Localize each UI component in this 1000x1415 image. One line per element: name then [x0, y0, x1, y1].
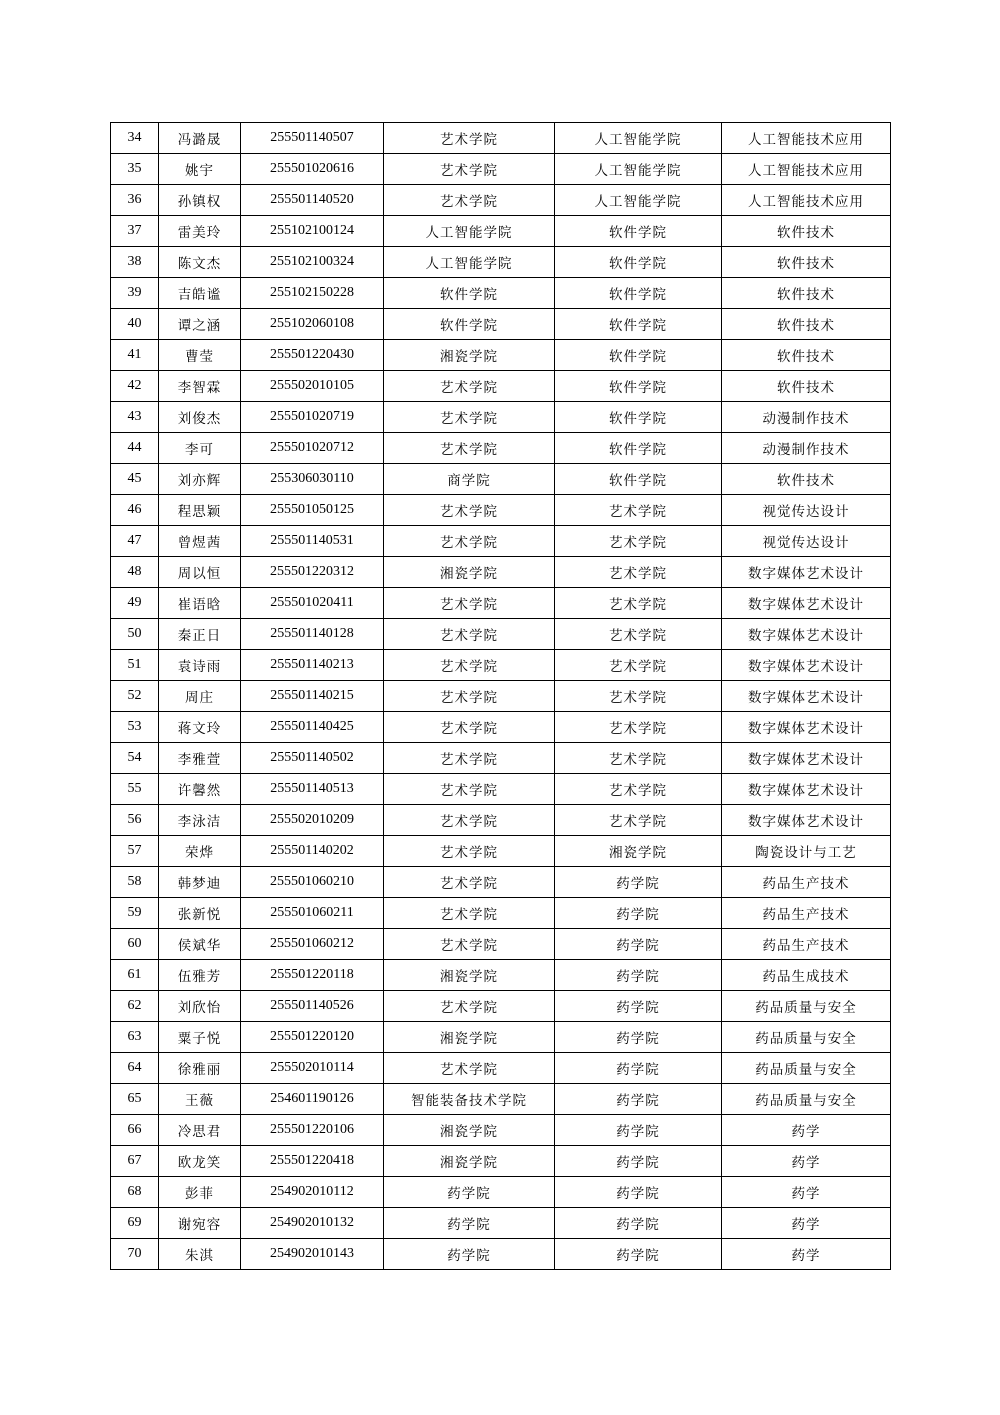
student-name-cell: 曹莹 — [159, 340, 241, 371]
original-college-cell: 艺术学院 — [384, 929, 555, 960]
table-row — [111, 1115, 891, 1146]
row-number-cell: 63 — [111, 1022, 159, 1053]
row-number-cell: 69 — [111, 1208, 159, 1239]
row-number-cell: 53 — [111, 712, 159, 743]
student-name-cell: 韩梦迪 — [159, 867, 241, 898]
target-major-cell: 软件技术 — [722, 371, 891, 402]
target-college-cell: 软件学院 — [555, 309, 722, 340]
target-major-cell: 软件技术 — [722, 216, 891, 247]
original-college-cell: 艺术学院 — [384, 619, 555, 650]
target-college-cell: 药学院 — [555, 898, 722, 929]
target-major-cell: 药品质量与安全 — [722, 1084, 891, 1115]
original-college-cell: 湘瓷学院 — [384, 1115, 555, 1146]
target-college-cell: 药学院 — [555, 1177, 722, 1208]
row-number-cell: 64 — [111, 1053, 159, 1084]
student-name-cell: 孙镇权 — [159, 185, 241, 216]
row-number-cell: 41 — [111, 340, 159, 371]
target-college-cell: 艺术学院 — [555, 743, 722, 774]
student-name-cell: 吉皓谧 — [159, 278, 241, 309]
target-college-cell: 软件学院 — [555, 340, 722, 371]
student-id-cell: 255501060210 — [241, 867, 384, 898]
student-id-cell: 255501220106 — [241, 1115, 384, 1146]
target-college-cell: 药学院 — [555, 1022, 722, 1053]
student-id-cell: 255501060212 — [241, 929, 384, 960]
row-number-cell: 46 — [111, 495, 159, 526]
student-name-cell: 侯斌华 — [159, 929, 241, 960]
target-major-cell: 人工智能技术应用 — [722, 185, 891, 216]
student-id-cell: 255501140526 — [241, 991, 384, 1022]
row-number-cell: 70 — [111, 1239, 159, 1270]
student-id-cell: 255501140215 — [241, 681, 384, 712]
row-number-cell: 66 — [111, 1115, 159, 1146]
target-college-cell: 软件学院 — [555, 247, 722, 278]
student-id-cell: 255501060211 — [241, 898, 384, 929]
student-id-cell: 255501140513 — [241, 774, 384, 805]
target-college-cell: 人工智能学院 — [555, 154, 722, 185]
student-name-cell: 陈文杰 — [159, 247, 241, 278]
target-college-cell: 软件学院 — [555, 371, 722, 402]
student-id-cell: 254902010143 — [241, 1239, 384, 1270]
target-major-cell: 软件技术 — [722, 278, 891, 309]
student-id-cell: 255501220312 — [241, 557, 384, 588]
target-major-cell: 软件技术 — [722, 464, 891, 495]
student-id-cell: 254902010112 — [241, 1177, 384, 1208]
student-id-cell: 255501020411 — [241, 588, 384, 619]
table-row — [111, 185, 891, 216]
table-row — [111, 681, 891, 712]
target-major-cell: 药品生产技术 — [722, 929, 891, 960]
target-major-cell: 数字媒体艺术设计 — [722, 774, 891, 805]
table-body — [111, 123, 891, 1270]
target-college-cell: 艺术学院 — [555, 774, 722, 805]
student-name-cell: 蒋文玲 — [159, 712, 241, 743]
target-major-cell: 药品质量与安全 — [722, 991, 891, 1022]
original-college-cell: 湘瓷学院 — [384, 340, 555, 371]
student-id-cell: 255502010105 — [241, 371, 384, 402]
target-major-cell: 药学 — [722, 1177, 891, 1208]
original-college-cell: 艺术学院 — [384, 495, 555, 526]
row-number-cell: 43 — [111, 402, 159, 433]
row-number-cell: 36 — [111, 185, 159, 216]
row-number-cell: 57 — [111, 836, 159, 867]
student-name-cell: 雷美玲 — [159, 216, 241, 247]
original-college-cell: 艺术学院 — [384, 433, 555, 464]
table-row — [111, 1239, 891, 1270]
table-row — [111, 123, 891, 154]
student-name-cell: 李智霖 — [159, 371, 241, 402]
row-number-cell: 48 — [111, 557, 159, 588]
original-college-cell: 艺术学院 — [384, 154, 555, 185]
target-major-cell: 数字媒体艺术设计 — [722, 712, 891, 743]
student-name-cell: 周庄 — [159, 681, 241, 712]
row-number-cell: 37 — [111, 216, 159, 247]
row-number-cell: 49 — [111, 588, 159, 619]
target-major-cell: 药学 — [722, 1146, 891, 1177]
student-name-cell: 谭之涵 — [159, 309, 241, 340]
row-number-cell: 54 — [111, 743, 159, 774]
student-name-cell: 冯潞晟 — [159, 123, 241, 154]
target-major-cell: 软件技术 — [722, 309, 891, 340]
student-name-cell: 许馨然 — [159, 774, 241, 805]
target-college-cell: 药学院 — [555, 960, 722, 991]
row-number-cell: 40 — [111, 309, 159, 340]
original-college-cell: 软件学院 — [384, 278, 555, 309]
target-college-cell: 湘瓷学院 — [555, 836, 722, 867]
target-major-cell: 数字媒体艺术设计 — [722, 619, 891, 650]
table-row — [111, 929, 891, 960]
student-name-cell: 欧龙笑 — [159, 1146, 241, 1177]
student-name-cell: 刘欣怡 — [159, 991, 241, 1022]
target-college-cell: 软件学院 — [555, 433, 722, 464]
target-major-cell: 数字媒体艺术设计 — [722, 557, 891, 588]
student-name-cell: 李雅萱 — [159, 743, 241, 774]
target-college-cell: 软件学院 — [555, 216, 722, 247]
original-college-cell: 艺术学院 — [384, 805, 555, 836]
row-number-cell: 38 — [111, 247, 159, 278]
original-college-cell: 人工智能学院 — [384, 216, 555, 247]
target-college-cell: 药学院 — [555, 867, 722, 898]
student-id-cell: 255501050125 — [241, 495, 384, 526]
student-name-cell: 伍雅芳 — [159, 960, 241, 991]
student-name-cell: 张新悦 — [159, 898, 241, 929]
student-id-cell: 255501020616 — [241, 154, 384, 185]
table-row — [111, 371, 891, 402]
table-row — [111, 588, 891, 619]
original-college-cell: 湘瓷学院 — [384, 1022, 555, 1053]
row-number-cell: 60 — [111, 929, 159, 960]
target-major-cell: 动漫制作技术 — [722, 433, 891, 464]
row-number-cell: 67 — [111, 1146, 159, 1177]
student-name-cell: 荣烨 — [159, 836, 241, 867]
original-college-cell: 艺术学院 — [384, 836, 555, 867]
target-college-cell: 艺术学院 — [555, 557, 722, 588]
original-college-cell: 人工智能学院 — [384, 247, 555, 278]
student-name-cell: 崔语晗 — [159, 588, 241, 619]
student-id-cell: 255501140531 — [241, 526, 384, 557]
student-id-cell: 255501020712 — [241, 433, 384, 464]
table-row — [111, 650, 891, 681]
original-college-cell: 软件学院 — [384, 309, 555, 340]
row-number-cell: 42 — [111, 371, 159, 402]
original-college-cell: 药学院 — [384, 1239, 555, 1270]
target-college-cell: 药学院 — [555, 1239, 722, 1270]
student-name-cell: 谢宛容 — [159, 1208, 241, 1239]
table-row — [111, 1022, 891, 1053]
row-number-cell: 59 — [111, 898, 159, 929]
row-number-cell: 62 — [111, 991, 159, 1022]
target-major-cell: 药品生产技术 — [722, 898, 891, 929]
target-major-cell: 视觉传达设计 — [722, 495, 891, 526]
table-row — [111, 1177, 891, 1208]
target-major-cell: 数字媒体艺术设计 — [722, 650, 891, 681]
student-name-cell: 彭菲 — [159, 1177, 241, 1208]
table-row — [111, 495, 891, 526]
table-row — [111, 526, 891, 557]
student-id-cell: 255501140213 — [241, 650, 384, 681]
student-name-cell: 秦正日 — [159, 619, 241, 650]
original-college-cell: 艺术学院 — [384, 1053, 555, 1084]
student-id-cell: 255102150228 — [241, 278, 384, 309]
target-major-cell: 数字媒体艺术设计 — [722, 588, 891, 619]
row-number-cell: 52 — [111, 681, 159, 712]
target-college-cell: 艺术学院 — [555, 619, 722, 650]
table-row — [111, 743, 891, 774]
target-college-cell: 艺术学院 — [555, 495, 722, 526]
row-number-cell: 45 — [111, 464, 159, 495]
original-college-cell: 商学院 — [384, 464, 555, 495]
original-college-cell: 艺术学院 — [384, 743, 555, 774]
row-number-cell: 56 — [111, 805, 159, 836]
row-number-cell: 39 — [111, 278, 159, 309]
target-college-cell: 艺术学院 — [555, 681, 722, 712]
target-college-cell: 艺术学院 — [555, 712, 722, 743]
student-name-cell: 粟子悦 — [159, 1022, 241, 1053]
original-college-cell: 艺术学院 — [384, 371, 555, 402]
original-college-cell: 艺术学院 — [384, 185, 555, 216]
student-name-cell: 朱淇 — [159, 1239, 241, 1270]
target-college-cell: 药学院 — [555, 991, 722, 1022]
row-number-cell: 68 — [111, 1177, 159, 1208]
table-row — [111, 402, 891, 433]
table-row — [111, 340, 891, 371]
target-college-cell: 人工智能学院 — [555, 185, 722, 216]
target-college-cell: 药学院 — [555, 1208, 722, 1239]
table-row — [111, 898, 891, 929]
row-number-cell: 65 — [111, 1084, 159, 1115]
table-row — [111, 557, 891, 588]
student-id-cell: 255502010114 — [241, 1053, 384, 1084]
student-name-cell: 李泳洁 — [159, 805, 241, 836]
target-college-cell: 软件学院 — [555, 402, 722, 433]
row-number-cell: 35 — [111, 154, 159, 185]
table-row — [111, 154, 891, 185]
table-row — [111, 712, 891, 743]
target-major-cell: 动漫制作技术 — [722, 402, 891, 433]
row-number-cell: 61 — [111, 960, 159, 991]
target-college-cell: 软件学院 — [555, 464, 722, 495]
target-major-cell: 数字媒体艺术设计 — [722, 681, 891, 712]
original-college-cell: 艺术学院 — [384, 123, 555, 154]
table-row — [111, 1084, 891, 1115]
table-row — [111, 774, 891, 805]
original-college-cell: 艺术学院 — [384, 402, 555, 433]
student-id-cell: 255501140202 — [241, 836, 384, 867]
table-row — [111, 1146, 891, 1177]
target-major-cell: 数字媒体艺术设计 — [722, 743, 891, 774]
target-college-cell: 软件学院 — [555, 278, 722, 309]
table-row — [111, 867, 891, 898]
table-row — [111, 278, 891, 309]
student-id-cell: 255501220430 — [241, 340, 384, 371]
row-number-cell: 44 — [111, 433, 159, 464]
row-number-cell: 47 — [111, 526, 159, 557]
student-id-cell: 255501140128 — [241, 619, 384, 650]
student-id-cell: 254902010132 — [241, 1208, 384, 1239]
target-college-cell: 药学院 — [555, 929, 722, 960]
student-id-cell: 254601190126 — [241, 1084, 384, 1115]
student-id-cell: 255306030110 — [241, 464, 384, 495]
student-name-cell: 袁诗雨 — [159, 650, 241, 681]
target-college-cell: 艺术学院 — [555, 526, 722, 557]
target-major-cell: 药品生产技术 — [722, 867, 891, 898]
target-college-cell: 药学院 — [555, 1115, 722, 1146]
original-college-cell: 智能装备技术学院 — [384, 1084, 555, 1115]
student-id-cell: 255501220118 — [241, 960, 384, 991]
target-major-cell: 软件技术 — [722, 340, 891, 371]
student-name-cell: 刘亦辉 — [159, 464, 241, 495]
original-college-cell: 艺术学院 — [384, 867, 555, 898]
student-name-cell: 李可 — [159, 433, 241, 464]
original-college-cell: 湘瓷学院 — [384, 557, 555, 588]
student-name-cell: 周以恒 — [159, 557, 241, 588]
original-college-cell: 艺术学院 — [384, 650, 555, 681]
original-college-cell: 药学院 — [384, 1177, 555, 1208]
target-college-cell: 药学院 — [555, 1053, 722, 1084]
table-row — [111, 805, 891, 836]
student-id-cell: 255501140502 — [241, 743, 384, 774]
original-college-cell: 艺术学院 — [384, 991, 555, 1022]
target-major-cell: 药学 — [722, 1208, 891, 1239]
target-major-cell: 药学 — [722, 1239, 891, 1270]
table-row — [111, 960, 891, 991]
table-row — [111, 309, 891, 340]
original-college-cell: 湘瓷学院 — [384, 960, 555, 991]
original-college-cell: 艺术学院 — [384, 774, 555, 805]
original-college-cell: 艺术学院 — [384, 588, 555, 619]
target-college-cell: 艺术学院 — [555, 650, 722, 681]
row-number-cell: 51 — [111, 650, 159, 681]
target-major-cell: 人工智能技术应用 — [722, 154, 891, 185]
target-major-cell: 人工智能技术应用 — [722, 123, 891, 154]
target-major-cell: 软件技术 — [722, 247, 891, 278]
row-number-cell: 55 — [111, 774, 159, 805]
original-college-cell: 湘瓷学院 — [384, 1146, 555, 1177]
table-row — [111, 1208, 891, 1239]
target-college-cell: 药学院 — [555, 1084, 722, 1115]
target-major-cell: 数字媒体艺术设计 — [722, 805, 891, 836]
table-row — [111, 216, 891, 247]
target-major-cell: 陶瓷设计与工艺 — [722, 836, 891, 867]
student-id-cell: 255501140507 — [241, 123, 384, 154]
table-row — [111, 1053, 891, 1084]
student-id-cell: 255102060108 — [241, 309, 384, 340]
student-id-cell: 255502010209 — [241, 805, 384, 836]
student-name-cell: 徐雅丽 — [159, 1053, 241, 1084]
original-college-cell: 艺术学院 — [384, 712, 555, 743]
original-college-cell: 艺术学院 — [384, 681, 555, 712]
row-number-cell: 50 — [111, 619, 159, 650]
student-id-cell: 255501140425 — [241, 712, 384, 743]
table-row — [111, 991, 891, 1022]
student-transfer-table — [110, 122, 891, 1270]
student-name-cell: 冷思君 — [159, 1115, 241, 1146]
student-id-cell: 255501020719 — [241, 402, 384, 433]
target-major-cell: 药品质量与安全 — [722, 1053, 891, 1084]
target-college-cell: 艺术学院 — [555, 805, 722, 836]
row-number-cell: 34 — [111, 123, 159, 154]
target-major-cell: 视觉传达设计 — [722, 526, 891, 557]
target-major-cell: 药品质量与安全 — [722, 1022, 891, 1053]
student-name-cell: 刘俊杰 — [159, 402, 241, 433]
row-number-cell: 58 — [111, 867, 159, 898]
student-name-cell: 姚宇 — [159, 154, 241, 185]
table-row — [111, 464, 891, 495]
target-college-cell: 人工智能学院 — [555, 123, 722, 154]
student-id-cell: 255102100124 — [241, 216, 384, 247]
student-id-cell: 255501140520 — [241, 185, 384, 216]
table-row — [111, 247, 891, 278]
student-name-cell: 王薇 — [159, 1084, 241, 1115]
original-college-cell: 艺术学院 — [384, 898, 555, 929]
student-name-cell: 曾煜茜 — [159, 526, 241, 557]
original-college-cell: 艺术学院 — [384, 526, 555, 557]
table-row — [111, 619, 891, 650]
student-name-cell: 程思颖 — [159, 495, 241, 526]
table-row — [111, 433, 891, 464]
student-id-cell: 255501220120 — [241, 1022, 384, 1053]
target-major-cell: 药学 — [722, 1115, 891, 1146]
target-college-cell: 药学院 — [555, 1146, 722, 1177]
target-college-cell: 艺术学院 — [555, 588, 722, 619]
student-id-cell: 255102100324 — [241, 247, 384, 278]
original-college-cell: 药学院 — [384, 1208, 555, 1239]
student-id-cell: 255501220418 — [241, 1146, 384, 1177]
table-row — [111, 836, 891, 867]
target-major-cell: 药品生成技术 — [722, 960, 891, 991]
